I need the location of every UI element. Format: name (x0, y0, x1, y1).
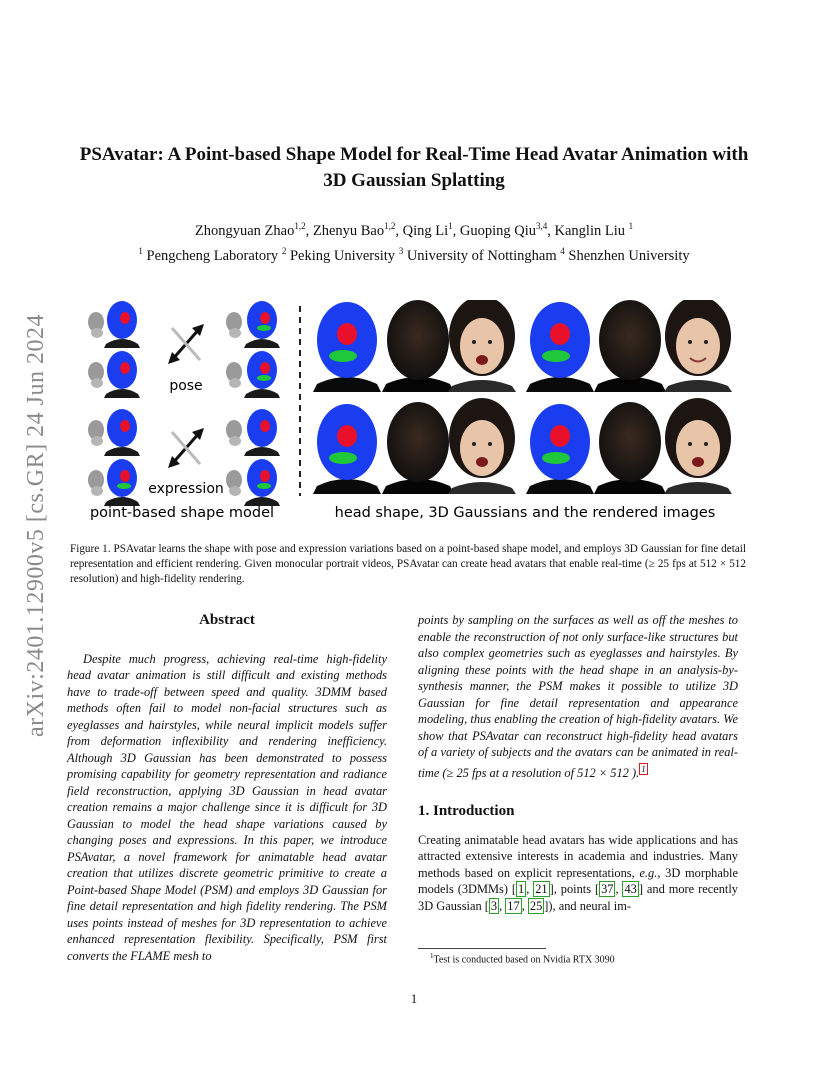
mesh-head (88, 362, 104, 388)
right-column (418, 612, 738, 914)
citation-link[interactable]: 17 (507, 898, 520, 913)
citation-link[interactable]: 25 (529, 898, 543, 913)
author: Kanglin Liu $^1$ (554, 221, 634, 239)
left-panel-label: point-based shape model (89, 505, 275, 521)
introduction-text: Creating animatable head avatars has wide applications and has attracted extensive interests in academia and industries. Many methods based on explicit representations, e.g., 3D morphable models (3DMMs) [ 1 , 21 ], points [ 37 , 43 ] and more recently 3D Gaussian [ 3 , 17 , 25 ]), and neural im- (418, 832, 738, 913)
mesh-head (88, 420, 104, 446)
mesh-head (226, 362, 242, 388)
point-head-right (244, 459, 280, 506)
variation-arrows (168, 324, 204, 468)
author: Zhenyu Bao$^{1,2}$ (312, 221, 396, 239)
point-head-left (104, 409, 140, 456)
citation-link[interactable]: 3 (490, 898, 498, 913)
introduction-heading: 1. Introduction (418, 803, 515, 820)
avatar-point-shape (526, 302, 594, 392)
author: Zhongyuan Zhao$^{1,2}$ (194, 221, 306, 239)
point-head-left (104, 459, 140, 506)
point-head-left (104, 351, 140, 398)
citation-link[interactable]: 37 (601, 882, 614, 897)
paper-title: PSAvatar: A Point-based Shape Model for Real-Time Head Avatar Animation with 3D Gaussian Splatting (79, 144, 749, 191)
abstract-text: Despite much progress, achieving real-time high-fidelity head avatar animation is still difficult and existing methods have to trade-off between speed and quality. 3DMM based methods often fail to model non-facial structures such as eyeglasses and hairstyles, while neural implicit models suffer from deformation inflexibility and rendering inefficiency. Although 3D Gaussian has been demonstrated to possess promising capability for geometry representation and radiance field reconstruction, applying 3D Gaussian in head avatar creation remains a major challenge since it is difficult for 3D Gaussian to model the head shape variations caused by changing poses and expressions. In this paper, we introduce PSAvatar, a novel framework for animatable head avatar creation that utilizes discrete geometric primitive to create a Point-based Shape Model (PSM) and employs 3D Gaussian for fine detail representation and high fidelity rendering. The PSM uses points instead of meshes for 3D representation to achieve enhanced representation flexibility. Specifically, PSM first converts the FLAME mesh to (67, 651, 387, 963)
mesh-head (226, 312, 242, 338)
author: Qing Li$^1$ (402, 221, 453, 239)
affiliation-list: $^1$ Pengcheng Laboratory $^2$ Peking University $^3$ University of Nottingham $^4$ Shenzhen University (138, 245, 690, 264)
left-column (67, 612, 387, 964)
mesh-head (88, 312, 104, 338)
avatar-render (448, 300, 516, 392)
avatar-point-shape (313, 404, 381, 494)
author-list: Zhongyuan Zhao$^{1,2}$, Zhenyu Bao$^{1,2}$, Qing Li$^1$, Guoping Qiu$^{3,4}$, Kanglin Liu $^1$ (194, 221, 634, 239)
pose-label: pose (169, 378, 203, 394)
author: Guoping Qiu$^{3,4}$ (459, 221, 548, 239)
point-head-right (244, 301, 280, 348)
author-block (70, 216, 758, 266)
arxiv-sidebar (14, 290, 58, 760)
point-head-right (244, 351, 280, 398)
figure-1-graphic (82, 300, 742, 528)
avatar-render (664, 300, 732, 392)
avatar-gaussians (382, 402, 454, 494)
avatar-gaussians (382, 300, 454, 392)
shape-model-heads (88, 301, 280, 506)
citation-link[interactable]: 43 (624, 882, 637, 897)
mesh-head (88, 470, 104, 496)
abstract-continued: points by sampling on the surfaces as well as off the meshes to enable the reconstruction of not only surface-like structures but also complex geometries such as eyeglasses and hairstyles. By aligning these points with the head shape in an analysis-by-synthesis manner, the PSM makes it possible to utilize 3D Gaussian for fine detail representation and appearance modeling, thus enabling the creation of high-fidelity avatars. We show that PSAvatar can reconstruct high-fidelity head avatars of a variety of subjects and the avatars can be animated in real-time (≥ 25 fps at a resolution of 512 × 512 ). $^1$ (418, 613, 738, 780)
mesh-head (226, 420, 242, 446)
point-head-left (104, 301, 140, 348)
avatar-render (664, 398, 732, 494)
page-number: 1 (410, 992, 418, 1006)
expression-label: expression (148, 481, 224, 497)
footnote: $^1$Test is conducted based on Nvidia RTX 3090 (430, 952, 615, 966)
footnote-link[interactable]: 1 (641, 763, 646, 774)
avatar-point-shape (526, 404, 594, 494)
figure-caption: Figure 1. PSAvatar learns the shape with pose and expression variations based on a point-based shape model, and employs 3D Gaussian for fine detail representation and efficient rendering. Given monocular portrait videos, PSAvatar can create head avatars that enable real-time (≥ 25 fps at 512 × 512 resolution) and high-fidelity rendering. (70, 543, 746, 585)
citation-link[interactable]: 1 (518, 882, 525, 897)
avatar-results (313, 300, 732, 494)
footnote-rule (418, 948, 546, 949)
right-panel-label: head shape, 3D Gaussians and the rendered images (334, 505, 716, 521)
avatar-point-shape (313, 302, 381, 392)
avatar-gaussians (594, 300, 666, 392)
citation-link[interactable]: 21 (535, 882, 548, 897)
abstract-heading: Abstract (199, 612, 255, 628)
arxiv-identifier: arXiv:2401.12900v5 [cs.GR] 24 Jun 2024 (22, 313, 49, 737)
avatar-gaussians (594, 402, 666, 494)
mesh-head (226, 470, 242, 496)
figure-1 (82, 300, 742, 528)
avatar-render (448, 398, 516, 494)
point-head-right (244, 409, 280, 456)
